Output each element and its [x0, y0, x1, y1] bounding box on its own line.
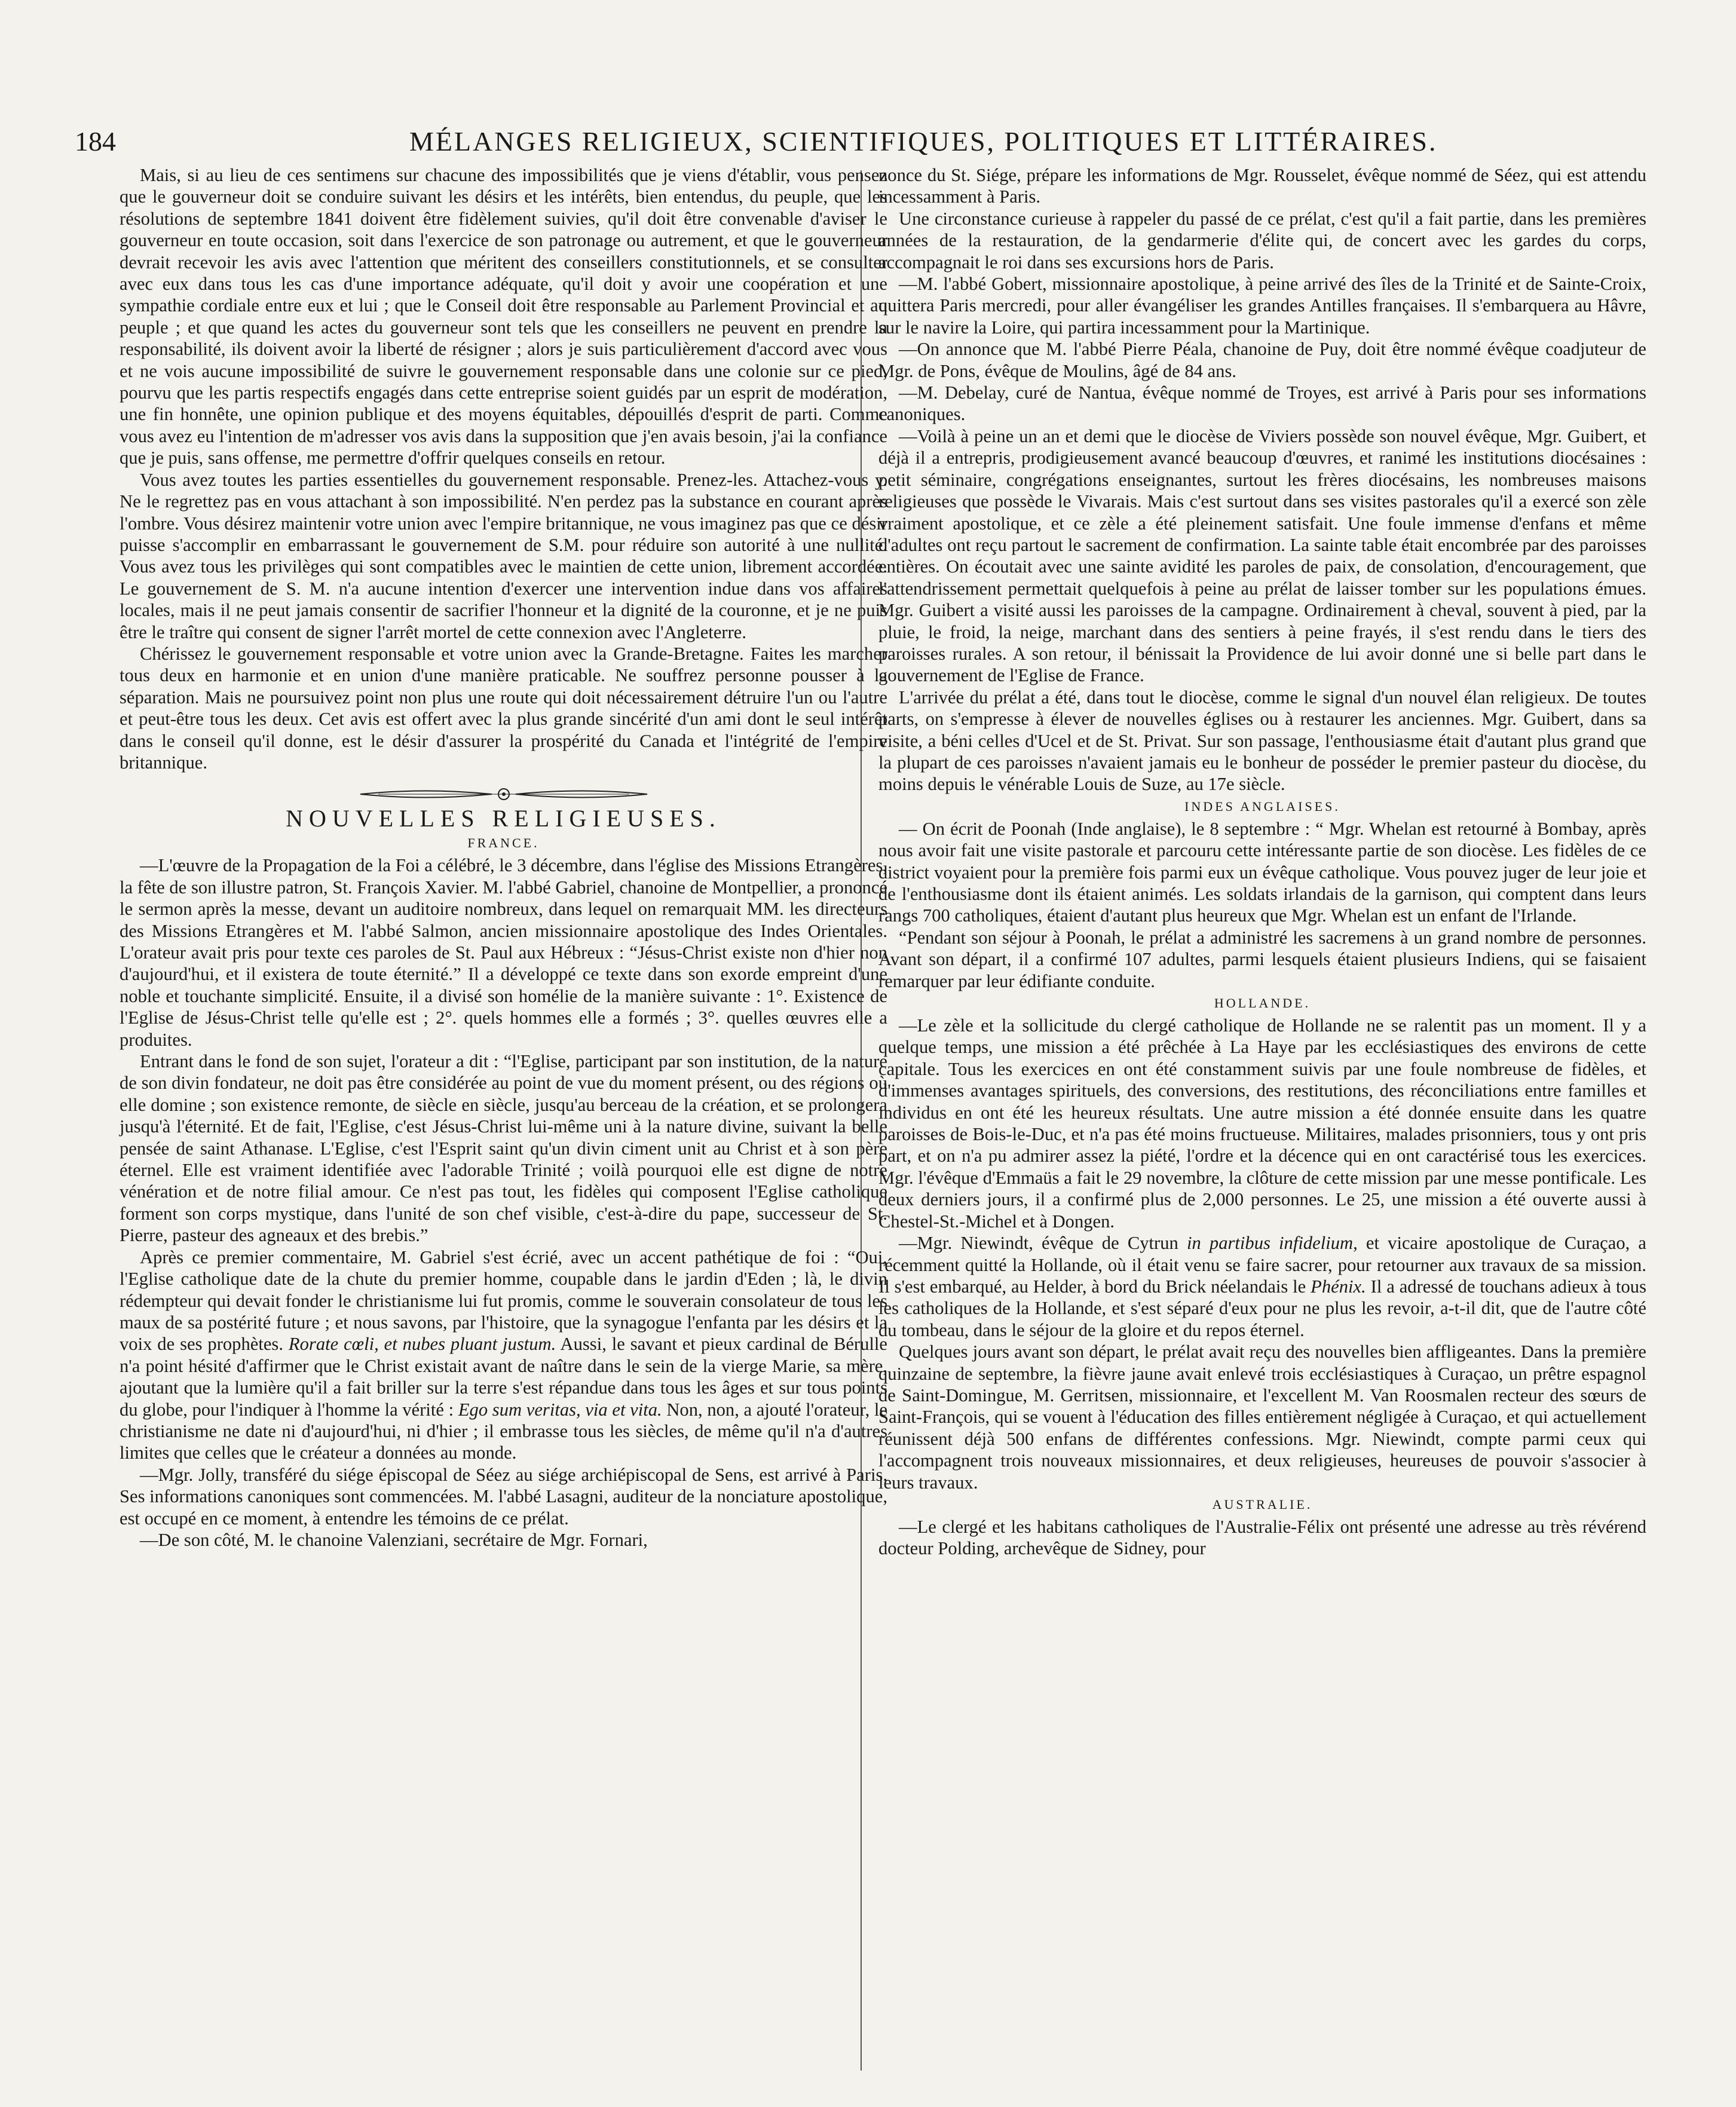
text-run: et vicaire apostolique de Curaçao, a récemment quitté la Hollande, où il était venu se faire sacrer, pour retourner aux travaux de sa mission. Il s'est embarqué, au Helder, à bord du Brick néelandais le: [878, 1233, 1647, 1297]
paragraph: —L'œuvre de la Propagation de la Foi a célébré, le 3 décembre, dans l'église des Missions Etrangères, la fête de son illustre patron, St. François Xavier. M. l'abbé Gabriel, chanoine de Montpellier, a prononcé le sermon après la messe, devant un auditoire nombreux, dans lequel on remarquait MM. les directeurs des Missions Etrangères et M. l'abbé Salmon, ancien missionnaire apostolique des Indes Orientales. L'orateur avait pris pour texte ces paroles de St. Paul aux Hébreux : “Jésus-Christ existe non d'hier non d'aujourd'hui, et il existera de toute éternité.” Il a développé ce texte dans son exorde empreint d'une noble et touchante simplicité. Ensuite, il a divisé son homélie de la manière suivante : 1°. Existence de l'Eglise de Jésus-Christ telle qu'elle est ; 2°. quels hommes elle a formés ; 3°. quelles œuvres elle a produites.: [120, 855, 887, 1050]
paragraph: Entrant dans le fond de son sujet, l'orateur a dit : “l'Eglise, participant par son institution, de la nature de son divin fondateur, ne doit pas être considérée au point de vue du moment présent, ou des régions où elle domine ; son existence remonte, de siècle en siècle, jusqu'au berceau de la création, et se prolongera jusqu'à l'éternité. Et de fait, l'Eglise, c'est Jésus-Christ lui-même uni à la nature divine, suivant la belle pensée de saint Athanase. L'Eglise, c'est l'Esprit saint qu'un divin ciment unit au Christ et à son père éternel. Elle est vraiment identifiée avec l'adorable Trinité ; voilà pourquoi elle est digne de notre vénération et de notre filial amour. Ce n'est pas tout, les fidèles qui composent l'Eglise catholique forment son corps mystique, dans l'unité de son chef visible, c'est-à-dire du pape, successeur de St. Pierre, pasteur des agneaux et des brebis.”: [120, 1051, 887, 1246]
paragraph: Chérissez le gouvernement responsable et votre union avec la Grande-Bretagne. Faites les marcher tous deux en harmonie et en union d'une manière praticable. Ne souffrez personne pousser à la séparation. Mais ne poursuivez point non plus une route qui doit nécessairement détruire l'un ou l'autre et peut-être tous les deux. Cet avis est offert avec la plus grande sincérité d'un ami dont le seul intérêt dans le conseil qu'il donne, est le désir d'assurer la prospérité du Canada et l'intégrité de l'empire britannique.: [120, 643, 887, 773]
paragraph: [878, 1232, 1646, 1341]
running-title: MÉLANGES RELIGIEUX, SCIENTIFIQUES, POLITIQUES ET LITTÉRAIRES.: [409, 126, 1438, 157]
section-title: NOUVELLES RELIGIEUSES.: [286, 805, 721, 832]
paragraph: —De son côté, M. le chanoine Valenziani, secrétaire de Mgr. Fornari,: [140, 1529, 648, 1550]
right-column: [878, 164, 1646, 1560]
page-header: [75, 125, 1640, 161]
text-run: Après ce premier commentaire, M. Gabriel s'est écrié, avec un accent pathétique de foi : “Oui, l'Eglise catholique date de la chute du premier homme, coupable dans le jardin d'Eden ; là, le divin rédempteur qui devait fonder le christianisme lui fut promis, comme le souverain consolateur de tous les maux de sa postérité future ; et nous savons, par l'histoire, que la synagogue l'enfanta par les désirs et la voix de ses prophètes.: [120, 1247, 887, 1355]
paragraph: Mais, si au lieu de ces sentimens sur chacune des impossibilités que je viens d'établir, vous pensez que le gouverneur doit se conduire suivant les désirs et les intérêts, bien entendus, du peuple, que les résolutions de septembre 1841 doivent être fidèlement suivies, qu'il doit être convenable d'aviser le gouverneur en toute occasion, soit dans l'exercice de son patronage ou autrement, et que le gouverneur devrait recevoir les avis avec l'attention que méritent des conseillers constitutionnels, et se consulter avec eux dans tous les cas d'une importance adéquate, qu'il doit y avoir une coopération et une sympathie cordiale entre eux et lui ; que le Conseil doit être responsable au Parlement Provincial et au peuple ; et que quand les actes du gouverneur sont tels que les conseillers ne peuvent en prendre la responsabilité, ils doivent avoir la liberté de résigner ; alors je suis particulièrement d'accord avec vous et ne vois aucune impossibilité de suivre le gouvernement responsable dans une colonie sur ce pied, pourvu que les partis respectifs engagés dans cette entreprise soient guidés par un esprit de modération, une fin honnête, une opinion publique et des moyens équitables, dépouillés d'esprit de parti. Comme vous avez eu l'intention de m'adresser vos avis dans la supposition que j'en avais besoin, j'ai la confiance que je puis, sans offense, me permettre d'offrir quelques conseils en retour.: [120, 165, 887, 468]
paragraph: nonce du St. Siége, prépare les informations de Mgr. Rousselet, évêque nommé de Séez, qui est attendu incessamment à Paris.: [878, 165, 1646, 207]
text-run: Il a adressé de touchans adieux à tous les catholiques de la Hollande, et s'est séparé d'eux pour ne plus les revoir, a-t-il dit, que de l'autre côté du tombeau, dans le séjour de la gloire et du repos éternel.: [878, 1276, 1646, 1340]
paragraph: L'arrivée du prélat a été, dans tout le diocèse, comme le signal d'un nouvel élan religieux. De toutes parts, on s'empresse à élever de nouvelles églises ou à restaurer les anciennes. Mgr. Guibert, dans sa visite, a béni celles d'Ucel et de St. Privat. Sur son passage, l'enthousiasme était d'autant plus grand que la plupart de ces paroisses n'avaient jamais eu le bonheur de posséder le premier pasteur du diocèse, du moins depuis le vénérable Louis de Suze, au 17e siècle.: [878, 687, 1646, 795]
paragraph: —M. l'abbé Gobert, missionnaire apostolique, à peine arrivé des îles de la Trinité et de Sainte-Croix, quittera Paris mercredi, pour aller évangéliser les grandes Antilles françaises. Il s'embarquera au Hâvre, sur le navire la Loire, qui partira incessamment pour la Martinique.: [878, 274, 1646, 338]
ornament-divider: [354, 786, 653, 802]
paragraph: Quelques jours avant son départ, le prélat avait reçu des nouvelles bien affligeantes. Dans la première quinzaine de septembre, la fièvre jaune avait enlevé trois ecclésiastiques à Curaçao, un prêtre espagnol de Saint-Domingue, M. Gerritsen, missionnaire, et l'excellent M. Van Roosmalen recteur des sœurs de Saint-François, qui se vouent à l'éducation des filles entièrement négligée à Curaçao, et qui actuellement réunissent déjà 500 enfans de différentes confessions. Mgr. Niewindt, compte parmi ceux qui l'accompagnent trois nouveaux missionnaires, et deux religieuses, heureuses de pouvoir s'associer à leurs travaux.: [878, 1342, 1646, 1493]
paragraph: —On annonce que M. l'abbé Pierre Péala, chanoine de Puy, doit être nommé évêque coadjuteur de Mgr. de Pons, évêque de Moulins, âgé de 84 ans.: [878, 339, 1646, 381]
latin-quote: Rorate cœli, et nubes pluant justum.: [288, 1334, 556, 1355]
paragraph: —Mgr. Jolly, transféré du siége épiscopal de Séez au siége archiépiscopal de Sens, est arrivé à Paris. Ses informations canoniques sont commencées. M. l'abbé Lasagni, auditeur de la nonciature apostolique, est occupé en ce moment, à entendre les témoins de ce prélat.: [120, 1464, 887, 1529]
paragraph: Vous avez toutes les parties essentielles du gouvernement responsable. Prenez-les. Attachez-vous y. Ne le regrettez pas en vous attachant à son impossibilité. N'en perdez pas la substance en courant après l'ombre. Vous désirez maintenir votre union avec l'empire britannique, ne vous imaginez pas que ce désir puisse s'accomplir en embarrassant le gouvernement de S.M. pour réduire son autorité à une nullité. Vous avez tous les privilèges qui sont compatibles avec le maintien de cette union, librement accordée. Le gouvernement de S. M. n'a aucune intention d'exercer une intervention indue dans vos affaires locales, mais il ne peut jamais consentir de sacrifier l'honneur et la dignité de la couronne, et je ne puis être le traître qui consent de signer l'arrêt mortel de cette connexion avec l'Angleterre.: [120, 469, 887, 642]
paragraph: — On écrit de Poonah (Inde anglaise), le 8 septembre : “ Mgr. Whelan est retourné à Bombay, après nous avoir fait une visite pastorale et parcouru cette intéressante partie de son diocèse. Les fidèles de ce district voyaient pour la première fois parmi eux un évêque catholique. Vous pouvez juger de leur joie et de l'enthousiasme dont ils étaient animés. Les soldats irlandais de la garnison, qui comptent dans leurs rangs 700 catholiques, étaient d'autant plus heureux que Mgr. Whelan est un enfant de l'Irlande.: [878, 818, 1646, 926]
subheading-hollande: HOLLANDE.: [1214, 996, 1311, 1011]
subheading-france: FRANCE.: [467, 835, 540, 851]
paragraph: —M. Debelay, curé de Nantua, évêque nommé de Troyes, est arrivé à Paris pour ses informations canoniques.: [878, 382, 1646, 425]
text-run: Aussi, le savant et pieux cardinal de Bérulle n'a point hésité d'affirmer que le Christ existait avant de naître dans le sein de la vierge Marie, sa mère, ajoutant que la lumière qu'il a fait briller sur la terre s'est répandue dans tous les âges et sur tous points du globe, pour l'indiquer à l'homme la vérité :: [120, 1334, 887, 1420]
text-run: Non, non, a ajouté l'orateur, le christianisme ne date ni d'aujourd'hui, ni d'hier ; il embrasse tous les siècles, de même qu'il n'a d'autres limites que celles que le créateur a données au monde.: [120, 1399, 888, 1463]
paragraph: [120, 1247, 887, 1464]
paragraph: “Pendant son séjour à Poonah, le prélat a administré les sacremens à un grand nombre de personnes. Avant son départ, il a confirmé 107 adultes, parmi lesquels étaient plusieurs Indiens, qui se faisaient remarquer par leur édifiante conduite.: [878, 927, 1646, 991]
text-run: —Mgr. Niewindt, évêque de Cytrun: [899, 1233, 1178, 1254]
paragraph: Une circonstance curieuse à rappeler du passé de ce prélat, c'est qu'il a fait partie, dans les premières années de la restauration, de la gendarmerie d'élite qui, de concert avec les gardes du corps, accompagnait le roi dans ses excursions hors de Paris.: [878, 208, 1646, 272]
latin-quote: Ego sum veritas, via et vita.: [458, 1399, 662, 1420]
latin-phrase: in partibus infidelium,: [1186, 1233, 1358, 1254]
page-number: 184: [75, 126, 116, 157]
subheading-australie: AUSTRALIE.: [1212, 1496, 1313, 1512]
paragraph: —Voilà à peine un an et demi que le diocèse de Viviers possède son nouvel évêque, Mgr. Guibert, et déjà il a entrepris, prodigieusement avancé beaucoup d'œuvres, et ranimé les institutions diocésaines : petit séminaire, congrégations enseignantes, surtout les frères diocésains, les nombreuses maisons religieuses que possède le Vivarais. Mais c'est surtout dans ses visites pastorales qu'il a exercé son zèle vraiment apostolique, et ce zèle a été pleinement satisfait. Une foule immense d'enfans et même d'adultes ont reçu partout le sacrement de confirmation. La sainte table était encombrée par des paroisses entières. On écoutait avec une sainte avidité les paroles de paix, de consolation, d'encouragement, que l'attendrissement permettait quelquefois à peine au prélat de laisser tomber sur les populations émues. Mgr. Guibert a visité aussi les paroisses de la campagne. Ordinairement à cheval, souvent à pied, par la pluie, le froid, la neige, marchant dans des sentiers à peine frayés, il s'est rendu dans le tiers des paroisses rurales. A son retour, il bénissait la Providence de lui avoir donné une si belle part dans le gouvernement de l'Eglise de France.: [878, 425, 1646, 686]
left-column: [120, 164, 887, 1551]
ship-name: Phénix.: [1311, 1276, 1366, 1297]
paragraph: —Le zèle et la sollicitude du clergé catholique de Hollande ne se ralentit pas un moment. Il y a quelque temps, une mission a été prêchée à La Haye par les ecclésiastiques des environs de cette capitale. Tous les exercices en ont été constamment suivis par une foule nombreuse de fidèles, et d'immenses avantages spirituels, des conversions, des restitutions, des réconciliations entre familles et individus en ont été les heureux résultats. Une autre mission a été donnée ensuite dans les quatre paroisses de Bois-le-Duc, et n'a pas été moins fructueuse. Militaires, malades prisonniers, tous y ont pris part, et on n'a pu admirer assez la piété, l'ordre et la décence qui en ont caractérisé tous les exercices. Mgr. l'évêque d'Emmaüs a fait le 29 novembre, la clôture de cette mission par une messe pontificale. Les deux derniers jours, il a confirmé plus de 2,000 personnes. Le 25, une mission a été ouverte aussi à Chestel-St.-Michel et à Dongen.: [878, 1015, 1646, 1232]
paragraph: —Le clergé et les habitans catholiques de l'Australie-Félix ont présenté une adresse au très révérend docteur Polding, archevêque de Sidney, pour: [878, 1516, 1646, 1559]
subheading-indes: INDES ANGLAISES.: [1184, 798, 1340, 814]
